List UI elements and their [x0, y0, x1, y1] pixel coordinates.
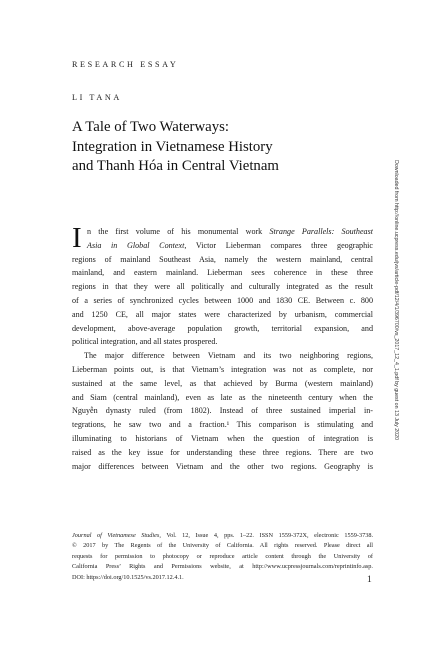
page-number: 1 [367, 575, 372, 585]
article-body [72, 222, 373, 473]
body-line: Nguyễn dynasty ruled (from 1802). Instead of three sustained imperial in- [72, 406, 373, 416]
body-line: illuminating to historians of Vietnam when the question of integration is [72, 433, 373, 443]
body-line: and Siam (central mainland), even as late as the nineteenth century when the [72, 392, 373, 402]
section-label: RESEARCH ESSAY [72, 60, 179, 69]
body-line: political integration, and all states prospered. [72, 337, 218, 347]
body-line: sustained at the same level, as that achieved by Burma (western mainland) [72, 378, 373, 388]
title-line: Integration in Vietnamese History [72, 138, 273, 155]
body-line: The major difference between Vietnam and its two neighboring regions, [84, 351, 373, 361]
body-line: Lieberman points out, is that Vietnam’s integration was not as complete, nor [72, 364, 373, 374]
title-line: and Thanh Hóa in Central Vietnam [72, 158, 279, 174]
footnote-line: Journal of Vietnamese Studies, Vol. 12, Issue 4, pps. 1–22. ISSN 1559-372X, electronic 1559-3738. [72, 532, 373, 539]
download-note-text: Downloaded from http://online.ucpress.edu/jvs/article-pdf/12/4/1/396700/vs_2017_12_4_1.pdf by guest on 13 July 2020 [393, 160, 399, 441]
drop-cap: I [72, 222, 82, 254]
body-line: and 1250 CE, all major states were characterized by urbanism, commercial [72, 309, 373, 319]
body-line: major differences between Vietnam and the other two regions. Geography is [72, 461, 373, 471]
body-line: Asia in Global Context, Victor Lieberman compares three geographic [87, 240, 373, 250]
footnote-line: DOI: https://doi.org/10.1525/vs.2017.12.4.1. [72, 573, 184, 581]
body-line: raised as the key issue for understanding these three regions. There are two [72, 447, 373, 457]
body-line: regions of mainland Southeast Asia, namely the western mainland, central [72, 254, 373, 264]
author-name: LI TANA [72, 93, 122, 102]
publication-footnote [72, 531, 373, 583]
footnote-line: © 2017 by The Regents of the University of California. All rights reserved. Please direct all [72, 542, 373, 550]
download-watermark [389, 160, 401, 460]
body-line: development, above-average population growth, territorial expansion, and [72, 323, 373, 333]
footnote-line: California Press’ Rights and Permissions website, at http://www.ucpressjournals.com/reprintinfo.asp. [72, 563, 373, 571]
body-line: mainland, and eastern mainland. Lieberman sees coherence in these three [72, 268, 373, 278]
body-line: regions in that they were all politically and culturally integrated as the result [72, 282, 373, 292]
body-line: tegrations, he saw two and a fraction.¹ This comparison is stimulating and [72, 420, 373, 430]
footnote-line: requests for permission to photocopy or reproduce article content through the University of [72, 552, 373, 560]
article-title [72, 118, 372, 177]
title-line: A Tale of Two Waterways: [72, 119, 230, 135]
body-line: n the first volume of his monumental work Strange Parallels: Southeast [87, 227, 373, 236]
body-line: of a series of synchronized cycles between 1000 and 1830 CE. Between c. 800 [72, 295, 373, 305]
